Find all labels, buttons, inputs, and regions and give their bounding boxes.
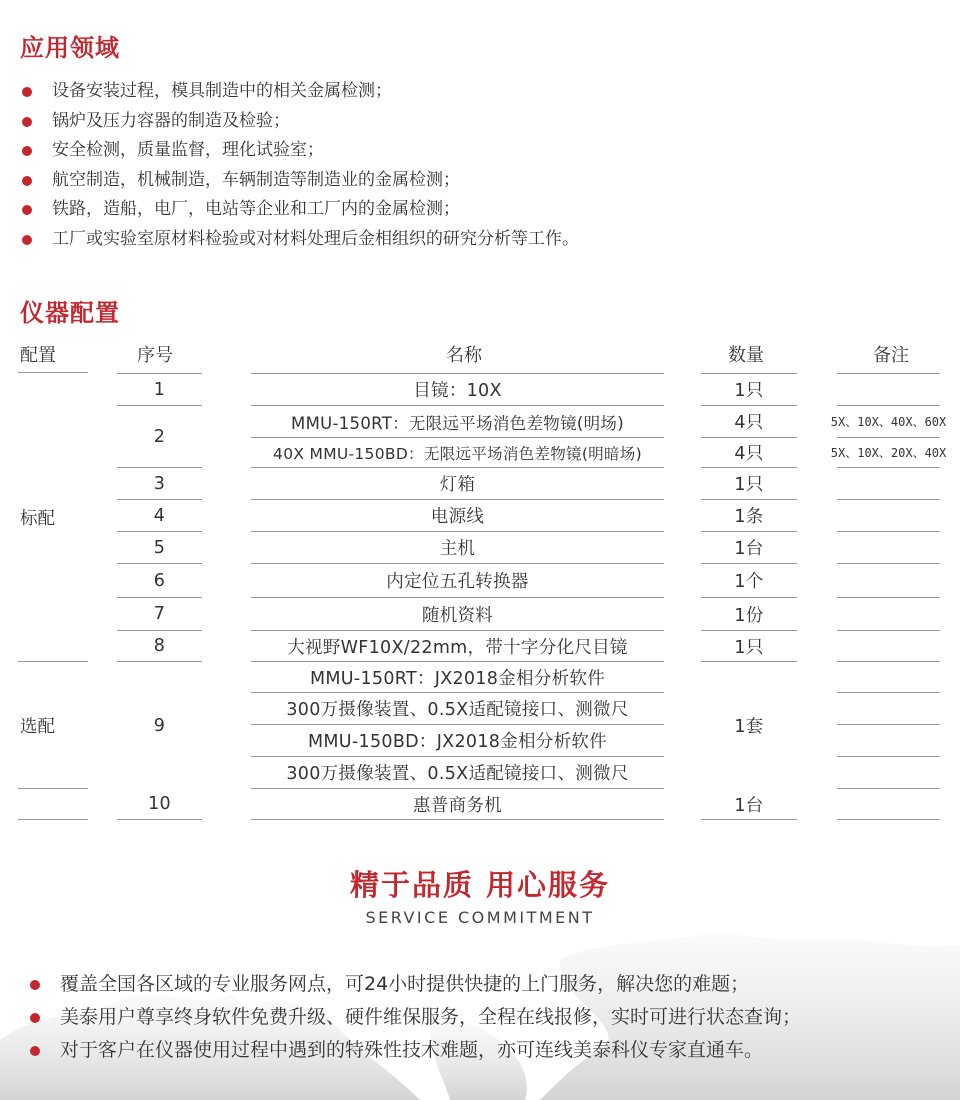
qty-cell: 1只 [701, 374, 797, 406]
list-item: 对于客户在仪器使用过程中遇到的特殊性技术难题，亦可连线美泰科仪专家直通车。 [30, 1034, 801, 1067]
service-slogan: 精于品质 用心服务 [349, 868, 611, 902]
qty-cell: 1只 [701, 631, 797, 662]
name-cell: 灯箱 [251, 468, 664, 500]
qty-cell: 1台 [701, 789, 797, 820]
seq-cell: 8 [117, 631, 202, 662]
header-config: 配置 [20, 345, 56, 366]
service-list [30, 968, 801, 1067]
red-dot-icon [30, 980, 40, 990]
seq-cell: 7 [117, 598, 202, 631]
qty-cell: 1只 [701, 468, 797, 500]
list-item: 设备安装过程，模具制造中的相关金属检测； [22, 77, 579, 107]
name-cell: 内定位五孔转换器 [251, 564, 664, 598]
name-cell: MMU-150BD：JX2018金相分析软件 [251, 725, 664, 757]
note-cell [837, 500, 940, 532]
note-header-rule [837, 342, 940, 374]
name-cell: 惠普商务机 [251, 789, 664, 820]
name-cell: 主机 [251, 532, 664, 564]
note-cell: 5X、10X、20X、40X [837, 438, 940, 468]
red-dot-icon [30, 1013, 40, 1023]
qty-cell: 1套 [734, 717, 764, 737]
service-slogan-en: SERVICE COMMITMENT [365, 908, 595, 927]
seq-cell: 4 [117, 500, 202, 532]
list-item: 美泰用户尊享终身软件免费升级、硬件维保服务，全程在线报修，实时可进行状态查询； [30, 1001, 801, 1034]
list-item: 覆盖全国各区域的专业服务网点，可24小时提供快捷的上门服务，解决您的难题； [30, 968, 801, 1001]
name-cell: 300万摄像装置、0.5X适配镜接口、测微尺 [251, 757, 664, 789]
config-last-rule [18, 789, 88, 820]
section-title-config: 仪器配置 [20, 299, 120, 327]
red-dot-icon [22, 205, 32, 215]
seq-cell: 5 [117, 532, 202, 564]
name-header-rule [251, 342, 664, 374]
red-dot-icon [22, 176, 32, 186]
red-dot-icon [30, 1046, 40, 1056]
note-cell: 5X、10X、40X、60X [837, 406, 940, 438]
list-item: 铁路，造船，电厂，电站等企业和工厂内的金属检测； [22, 195, 579, 225]
red-dot-icon [22, 87, 32, 97]
header-note: 备注 [873, 345, 909, 366]
list-item: 锅炉及压力容器的制造及检验； [22, 107, 579, 137]
header-name: 名称 [446, 345, 482, 366]
seq-cell: 1 [117, 374, 202, 406]
header-qty: 数量 [728, 345, 764, 366]
section-title-application: 应用领域 [20, 34, 120, 62]
note-cell [837, 789, 940, 820]
note-cell [837, 374, 940, 406]
qty-header-rule [701, 342, 797, 374]
config-standard-end-rule [18, 631, 88, 662]
red-dot-icon [22, 235, 32, 245]
list-item: 安全检测，质量监督，理化试验室； [22, 136, 579, 166]
note-cell [837, 725, 940, 757]
name-cell: 大视野WF10X/22mm，带十字分化尺目镜 [251, 631, 664, 662]
qty-cell: 1份 [701, 598, 797, 631]
name-cell: 电源线 [251, 500, 664, 532]
name-cell: 目镜：10X [251, 374, 664, 406]
qty-cell: 1台 [701, 532, 797, 564]
header-seq: 序号 [137, 345, 173, 366]
config-header-rule [18, 342, 88, 373]
application-list [22, 77, 579, 254]
seq-cell: 10 [117, 789, 202, 820]
red-dot-icon [22, 146, 32, 156]
red-dot-icon [22, 117, 32, 127]
name-cell: 300万摄像装置、0.5X适配镜接口、测微尺 [251, 693, 664, 725]
name-cell: 随机资料 [251, 598, 664, 631]
list-item: 工厂或实验室原材料检验或对材料处理后金相组织的研究分析等工作。 [22, 225, 579, 255]
config-optional-end-rule [18, 757, 88, 789]
seq-cell: 9 [153, 715, 166, 736]
note-cell [837, 757, 940, 789]
seq-cell: 6 [117, 564, 202, 598]
group-label-standard: 标配 [20, 509, 55, 529]
note-cell [837, 631, 940, 662]
name-cell: MMU-150RT：无限远平场消色差物镜(明场) [251, 406, 664, 438]
qty-cell: 4只 [701, 438, 797, 468]
note-cell [837, 598, 940, 631]
note-cell [837, 662, 940, 693]
list-item: 航空制造，机械制造，车辆制造等制造业的金属检测； [22, 166, 579, 196]
note-cell [837, 532, 940, 564]
note-cell [837, 468, 940, 500]
note-cell [837, 693, 940, 725]
qty-cell: 1个 [701, 564, 797, 598]
qty-cell: 1条 [701, 500, 797, 532]
group-label-optional: 选配 [20, 717, 55, 737]
name-cell: 40X MMU-150BD：无限远平场消色差物镜(明暗场) [251, 438, 664, 468]
qty-cell: 4只 [701, 406, 797, 438]
seq-cell: 3 [117, 468, 202, 500]
name-cell: MMU-150RT：JX2018金相分析软件 [251, 662, 664, 693]
seq-cell: 2 [117, 406, 202, 468]
note-cell [837, 564, 940, 598]
seq-header-rule [117, 342, 202, 374]
